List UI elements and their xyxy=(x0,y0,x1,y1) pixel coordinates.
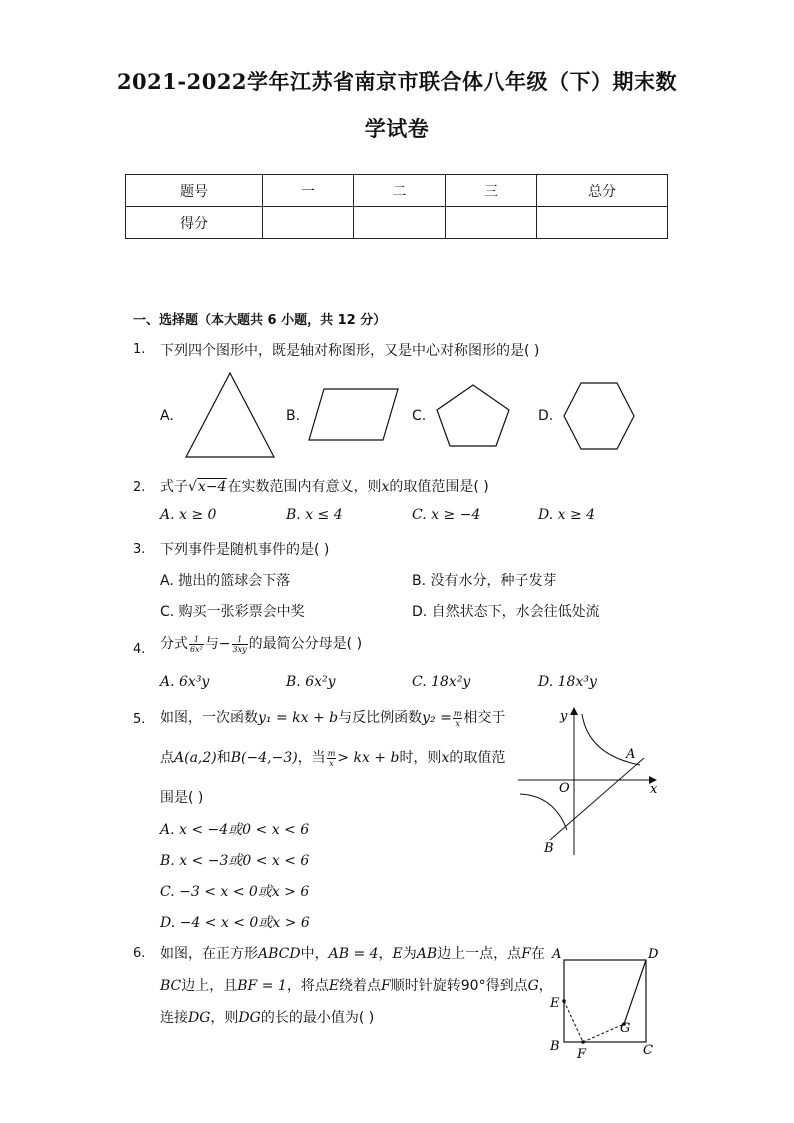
hyperbola-branch-2 xyxy=(520,794,567,830)
math-expr: A(a,2) xyxy=(174,750,217,766)
stem-text: 如图，一次函数 xyxy=(160,710,258,726)
option: B. 没有水分，种子发芽 xyxy=(412,573,557,589)
math-expr: BF = 1 xyxy=(237,978,287,994)
question-stem-line1 xyxy=(160,707,505,728)
option-label: C. xyxy=(412,408,427,424)
stem-text: ， xyxy=(538,978,553,994)
option: C. −3 < x < 0或x > 6 xyxy=(160,884,310,900)
fraction: $\frac{1}{\text{6x²}}$ xyxy=(190,634,203,654)
stem-text: 中， xyxy=(300,946,329,962)
score-header-cell: 题号 xyxy=(126,175,263,207)
label-c: C xyxy=(643,1043,653,1058)
math-var: x xyxy=(381,479,390,495)
score-cell xyxy=(537,207,668,239)
square-geometry-figure xyxy=(540,944,664,1064)
fraction: $\frac{m}{x}$ xyxy=(453,708,462,728)
option: A. 抛出的篮球会下落 xyxy=(160,573,291,589)
option: B. 6x²y xyxy=(286,674,336,690)
fraction: $\frac{1}{3xy}$ xyxy=(232,634,247,654)
score-header-cell: 一 xyxy=(263,175,354,207)
math-expr: y₁ = kx + b xyxy=(258,710,339,726)
point-f xyxy=(581,1040,585,1044)
stem-text: 的最简公分母是( ) xyxy=(248,636,363,652)
point-e xyxy=(562,999,566,1003)
stem-text: ，当 xyxy=(297,750,326,766)
math-expr: B(−4,−3) xyxy=(230,750,298,766)
segment-fg xyxy=(583,1024,624,1042)
stem-text: ，则 xyxy=(210,1010,239,1026)
stem-text: 在实数范围内有意义，则 xyxy=(227,479,382,495)
pentagon-figure xyxy=(435,384,511,448)
math-var: F xyxy=(381,978,391,994)
stem-text: 的长的最小值为( ) xyxy=(260,1010,375,1026)
question-stem: 下列事件是随机事件的是( ) xyxy=(160,542,330,558)
option: C. 购买一张彩票会中奖 xyxy=(160,604,305,620)
stem-text: 绕着点 xyxy=(339,978,382,994)
label-g: G xyxy=(620,1021,631,1036)
question-number: 2. xyxy=(133,480,146,495)
question-stem xyxy=(160,633,362,654)
question-stem-line1 xyxy=(160,943,545,963)
radicand: x−4 xyxy=(197,479,227,495)
math-var: E xyxy=(328,978,340,994)
label-e: E xyxy=(550,996,560,1011)
score-row-label: 得分 xyxy=(126,207,263,239)
fraction: $\frac{m}{x}$ xyxy=(327,748,336,768)
math-expr: AB xyxy=(416,946,438,962)
question-stem-line2 xyxy=(160,747,505,768)
option: A. x < −4或0 < x < 6 xyxy=(160,822,310,838)
x-label: x xyxy=(650,782,658,797)
stem-text: 连接 xyxy=(160,1010,188,1026)
score-cell xyxy=(263,207,354,239)
option-label: B. xyxy=(286,408,301,424)
stem-text: 边上一点，点 xyxy=(437,946,522,962)
stem-text: 与反比例函数 xyxy=(338,710,423,726)
option: B. x < −3或0 < x < 6 xyxy=(160,853,310,869)
option-label: A. xyxy=(160,408,174,424)
math-expr: AB = 4 xyxy=(328,946,379,962)
score-header-cell: 三 xyxy=(446,175,537,207)
stem-text: 边上，且 xyxy=(181,978,238,994)
stem-text: ，将点 xyxy=(286,978,329,994)
math-expr: DG xyxy=(188,1010,211,1026)
label-f: F xyxy=(577,1047,587,1062)
stem-text: 时，则 xyxy=(399,750,442,766)
math-var: x xyxy=(441,750,450,766)
stem-text: 顺时针旋转90°得到点 xyxy=(390,978,528,994)
option: D. 自然状态下，水会往低处流 xyxy=(412,604,600,620)
question-number: 4. xyxy=(133,642,146,657)
stem-text: 的取值范围是( ) xyxy=(389,479,489,495)
option: A. 6x³y xyxy=(160,674,210,690)
triangle-figure xyxy=(185,372,275,458)
stem-text: 相交于 xyxy=(463,710,506,726)
section-heading: 一、选择题（本大题共 6 小题，共 12 分） xyxy=(133,313,387,328)
stem-text: 和 xyxy=(216,750,231,766)
score-table xyxy=(125,174,668,239)
question-number: 6. xyxy=(133,946,146,961)
stem-text: 式子 xyxy=(160,479,188,495)
option: B. x ≤ 4 xyxy=(286,507,343,523)
math-expr: DG xyxy=(238,1010,261,1026)
stem-text: 与− xyxy=(204,636,231,652)
option: D. x ≥ 4 xyxy=(538,507,596,523)
stem-text: 如图，在正方形 xyxy=(160,946,258,962)
stem-text: 分式 xyxy=(160,636,188,652)
option: D. −4 < x < 0或x > 6 xyxy=(160,915,310,931)
math-expr: y₂ = xyxy=(422,710,452,726)
stem-text: 点 xyxy=(160,750,174,766)
label-d: D xyxy=(648,947,659,962)
question-stem-line2 xyxy=(160,975,553,995)
point-a-label: A xyxy=(626,747,636,762)
parallelogram-figure xyxy=(308,388,400,442)
origin-label: O xyxy=(559,781,570,796)
question-stem: 式子√x−4在实数范围内有意义，则x的取值范围是( ) xyxy=(160,479,489,495)
segment-ef xyxy=(564,1001,583,1042)
option: A. x ≥ 0 xyxy=(160,507,217,523)
math-var: G xyxy=(527,978,539,994)
function-graph-figure xyxy=(512,700,662,860)
score-cell xyxy=(446,207,537,239)
question-stem: 下列四个图形中，既是轴对称图形，又是中心对称图形的是( ) xyxy=(160,343,540,359)
option-label: D. xyxy=(538,408,554,424)
option: C. 18x²y xyxy=(412,674,471,690)
stem-text: 的取值范 xyxy=(449,750,506,766)
page-title-line2: 学试卷 xyxy=(364,116,430,141)
question-stem-line3 xyxy=(160,1007,374,1027)
question-number: 3. xyxy=(133,542,146,557)
label-b: B xyxy=(550,1039,560,1054)
score-cell xyxy=(354,207,446,239)
math-expr: ABCD xyxy=(258,946,301,962)
math-expr: BC xyxy=(160,978,182,994)
question-number: 5. xyxy=(133,712,146,727)
page-title-line1: 2021-2022学年江苏省南京市联合体八年级（下）期末数 xyxy=(116,69,678,94)
math-var: E xyxy=(392,946,403,962)
label-a: A xyxy=(552,947,562,962)
segment-gd xyxy=(624,960,646,1024)
score-header-cell: 总分 xyxy=(537,175,668,207)
stem-text: 为 xyxy=(402,946,417,962)
point-b-label: B xyxy=(544,841,554,856)
math-expr: > kx + b xyxy=(337,750,400,766)
stem-text: ， xyxy=(378,946,393,962)
stem-text: 在 xyxy=(530,946,545,962)
option: C. x ≥ −4 xyxy=(412,507,481,523)
linear-function-line xyxy=(550,758,644,840)
square-abcd xyxy=(564,960,646,1042)
y-label: y xyxy=(560,709,568,724)
math-var: F xyxy=(521,946,531,962)
question-stem-line3: 围是( ) xyxy=(160,790,204,806)
question-number: 1. xyxy=(133,342,146,357)
score-header-cell: 二 xyxy=(354,175,446,207)
option: D. 18x³y xyxy=(538,674,597,690)
hexagon-figure xyxy=(562,382,636,450)
